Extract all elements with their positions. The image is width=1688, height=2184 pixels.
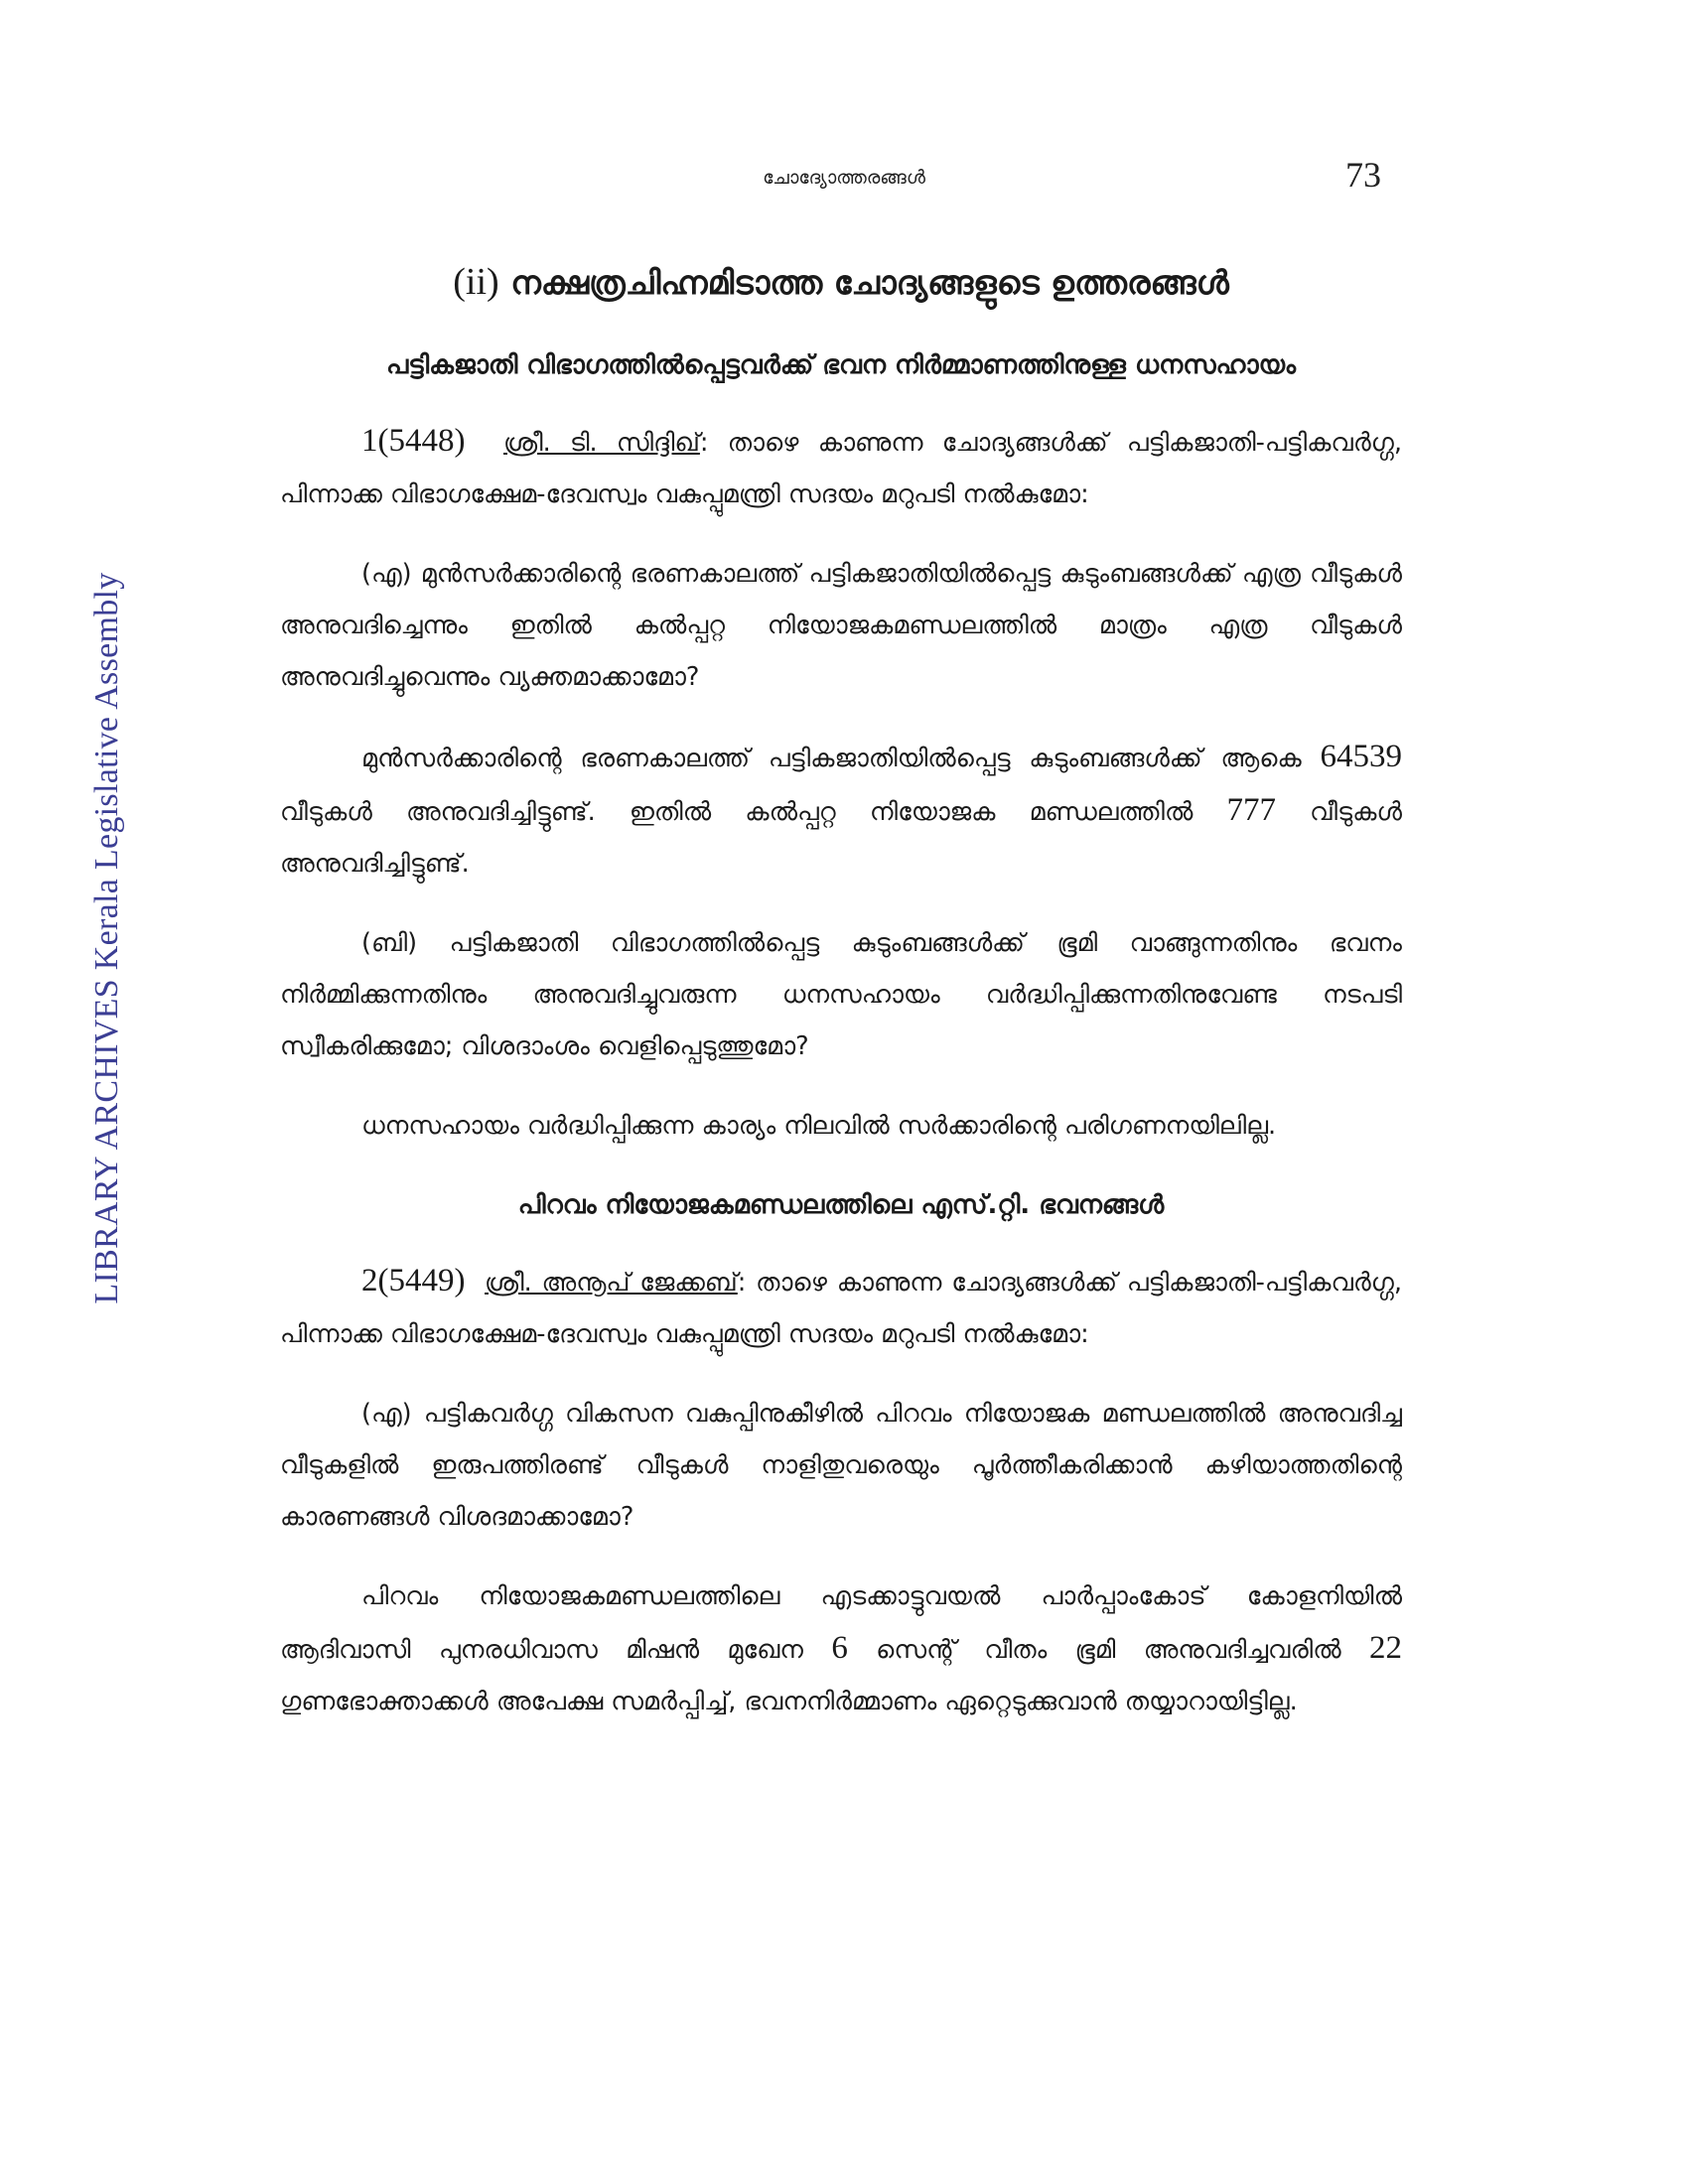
- archive-watermark: LIBRARY ARCHIVES Kerala Legislative Assembly: [88, 572, 125, 1304]
- answer-2-part-a: [280, 1570, 1402, 1727]
- question-1-title: പട്ടികജാതി വിഭാഗത്തിൽപ്പെട്ടവർക്ക് ഭവന നിർമ്മാണത്തിനുള്ള ധനസഹായം: [386, 350, 1296, 380]
- section-heading-text: നക്ഷത്രചിഹ്നമിടാത്ത ചോദ്യങ്ങളുടെ ഉത്തരങ്ങൾ: [510, 263, 1229, 302]
- question-2-intro: [280, 1255, 1402, 1360]
- question-1-part-a: (എ) മുൻസർക്കാരിന്റെ ഭരണകാലത്ത് പട്ടികജാതിയിൽപ്പെട്ട കുടുംബങ്ങൾക്ക് എത്ര വീടുകൾ അനുവദിച്ചെന്നും ഇതിൽ കൽപ്പറ്റ നിയോജകമണ്ഡലത്തിൽ മാത്രം എത്ര വീടുകൾ അനുവദിച്ചുവെന്നും വ്യക്തമാക്കാമോ?: [280, 559, 1402, 692]
- question-2-intro-text: : താഴെ കാണുന്ന ചോദ്യങ്ങൾക്ക് പട്ടികജാതി-പട്ടികവർഗ്ഗ, പിന്നാക്ക വിഭാഗക്ഷേമ-ദേവസ്വം വകുപ്പുമന്ത്രി സദയം മറുപടി നൽകുമോ:: [280, 1268, 1402, 1349]
- question-1-number: 1(5448): [361, 423, 466, 459]
- answer-1a-number-2: 777: [1226, 792, 1276, 828]
- question-2-number: 2(5449): [361, 1263, 466, 1298]
- section-roman-numeral: (ii): [453, 261, 499, 303]
- running-head: ചോദ്യോത്തരങ്ങൾ: [763, 167, 925, 189]
- question-1-intro-text: : താഴെ കാണുന്ന ചോദ്യങ്ങൾക്ക് പട്ടികജാതി-പട്ടികവർഗ്ഗ, പിന്നാക്ക വിഭാഗക്ഷേമ-ദേവസ്വം വകുപ്പുമന്ത്രി സദയം മറുപടി നൽകുമോ:: [280, 428, 1402, 509]
- question-1-part-b: (ബി) പട്ടികജാതി വിഭാഗത്തിൽപ്പെട്ട കുടുംബങ്ങൾക്ക് ഭൂമി വാങ്ങുന്നതിനും ഭവനം നിർമ്മിക്കുന്നതിനും അനുവദിച്ചുവരുന്ന ധനസഹായം വർദ്ധിപ്പിക്കുന്നതിനുവേണ്ട നടപടി സ്വീകരിക്കുമോ; വിശദാംശം വെളിപ്പെടുത്തുമോ?: [280, 928, 1402, 1061]
- answer-2a-text-1: പിറവം നിയോജകമണ്ഡലത്തിലെ എടക്കാട്ടുവയൽ പാർപ്പാംകോട് കോളനിയിൽ ആദിവാസി പുനരധിവാസ മിഷൻ മുഖേന: [280, 1581, 1402, 1665]
- answer-1a-text-3: വീടുകൾ അനുവദിച്ചിട്ടുണ്ട്.: [280, 797, 1402, 879]
- page-content: [280, 260, 1402, 1755]
- answer-1-part-a: [280, 731, 1402, 889]
- answer-1a-text-1: മുൻസർക്കാരിന്റെ ഭരണകാലത്ത് പട്ടികജാതിയിൽപ്പെട്ട കുടുംബങ്ങൾക്ക് ആകെ: [361, 744, 1321, 773]
- section-heading: [280, 260, 1402, 304]
- question-2-part-a: (എ) പട്ടികവർഗ്ഗ വികസന വകുപ്പിനുകീഴിൽ പിറവം നിയോജക മണ്ഡലത്തിൽ അനുവദിച്ച വീടുകളിൽ ഇരുപത്തിരണ്ട് വീടുകൾ നാളിതുവരെയും പൂർത്തീകരിക്കാൻ കഴിയാത്തതിന്റെ കാരണങ്ങൾ വിശദമാക്കാമോ?: [280, 1399, 1402, 1532]
- question-2-member: ശ്രീ. അനൂപ് ജേക്കബ്: [485, 1268, 738, 1297]
- answer-1-part-b: ധനസഹായം വർദ്ധിപ്പിക്കുന്ന കാര്യം നിലവിൽ സർക്കാരിന്റെ പരിഗണനയിലില്ല.: [361, 1111, 1277, 1141]
- question-2-title: പിറവം നിയോജകമണ്ഡലത്തിലെ എസ്.റ്റി. ഭവനങ്ങൾ: [517, 1190, 1165, 1220]
- answer-2a-number-1: 6: [831, 1630, 848, 1666]
- answer-1a-text-2: വീടുകൾ അനുവദിച്ചിട്ടുണ്ട്. ഇതിൽ കൽപ്പറ്റ നിയോജക മണ്ഡലത്തിൽ: [280, 797, 1227, 827]
- answer-2a-number-2: 22: [1369, 1630, 1402, 1666]
- question-1-intro: [280, 415, 1402, 520]
- page-number: 73: [1345, 155, 1381, 195]
- answer-1a-number-1: 64539: [1320, 739, 1402, 774]
- answer-2a-text-2: സെന്റ് വീതം ഭൂമി അനുവദിച്ചവരിൽ: [847, 1635, 1369, 1665]
- question-1-member: ശ്രീ. ടി. സിദ്ദിഖ്: [503, 428, 700, 458]
- answer-2a-text-3: ഗുണഭോക്താക്കൾ അപേക്ഷ സമർപ്പിച്ച്, ഭവനനിർമ്മാണം ഏറ്റെടുക്കുവാൻ തയ്യാറായിട്ടില്ല.: [280, 1687, 1298, 1716]
